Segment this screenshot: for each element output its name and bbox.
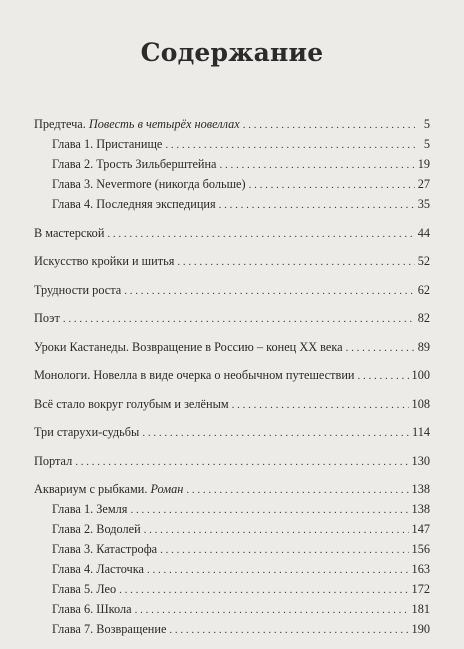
toc-entry-title: Глава 5. Лео [52,582,117,596]
page-number: 82 [417,311,430,325]
toc-entry-title: Поэт [34,311,60,325]
page-number: 108 [411,396,430,411]
toc-group [34,366,430,386]
toc-entry [34,480,430,500]
page-number: 130 [411,453,430,468]
toc-subentry [34,620,430,640]
page-number: 35 [417,197,430,211]
toc-subentry [34,600,430,620]
toc-subentry [34,175,430,195]
toc-entry-title: Глава 3. Nevermore (никогда больше) [52,177,246,191]
toc-group [34,423,430,443]
page-number: 181 [411,602,430,616]
toc-group [34,338,430,358]
dot-leader [243,116,415,135]
toc-entry-title: Всё стало вокруг голубым и зелёным [34,396,229,411]
page-title: Содержание [140,38,324,67]
toc-entry-title: Предтеча. Повесть в четырёх новеллах [34,117,240,131]
toc-entry [34,452,430,472]
page-number: 19 [417,157,430,171]
toc-entry-title: Портал [34,453,73,468]
toc-subentry [34,560,430,580]
toc-entry [34,423,430,443]
toc-subentry [34,520,430,540]
toc-entry [34,395,430,415]
dot-leader [142,424,409,443]
toc-group [34,480,430,640]
toc-entry [34,224,430,244]
toc-entry-title: Аквариум с рыбками. Роман [34,482,184,496]
page-number: 138 [411,482,430,496]
dot-leader [346,339,415,358]
page-number: 89 [417,339,430,354]
toc-group [34,252,430,272]
page-number: 100 [411,368,430,382]
dot-leader [147,561,409,580]
toc-subentry [34,135,430,155]
toc-entry [34,252,430,272]
dot-leader [124,282,414,301]
toc-group [34,395,430,415]
toc-entry-title: Глава 3. Катастрофа [52,542,158,556]
toc-entry-title: Глава 2. Трость Зильберштейна [52,157,217,171]
dot-leader [219,196,415,215]
toc-entry-title: В мастерской [34,225,105,240]
toc-subentry [34,155,430,175]
page-number: 62 [417,282,430,297]
page-number: 44 [417,225,430,240]
toc-subentry [34,580,430,600]
toc-entry [34,366,430,386]
dot-leader [107,225,414,244]
toc-entry [34,281,430,301]
toc-entry-title: Глава 2. Водолей [52,522,141,536]
page-number: 190 [411,622,430,636]
page-number: 163 [411,562,430,576]
dot-leader [130,501,408,520]
dot-leader [63,310,415,329]
dot-leader [119,581,408,600]
toc-entry-title: Глава 4. Последняя экспедиция [52,197,216,211]
dot-leader [357,367,408,386]
dot-leader [75,453,408,472]
toc-entry-genre: Роман [150,482,184,496]
toc-group [34,281,430,301]
page-number: 172 [411,582,430,596]
dot-leader [186,481,408,500]
toc-entry-title: Уроки Кастанеды. Возвращение в Россию – конец XX века [34,339,343,354]
dot-leader [165,136,415,155]
page-number: 156 [411,542,430,556]
toc-group [34,224,430,244]
toc-entry-genre: Повесть в четырёх новеллах [88,117,240,131]
toc-entry-title: Трудности роста [34,282,122,297]
page-number: 5 [423,137,430,151]
toc-subentry [34,500,430,520]
toc-entry-title: Монологи. Новелла в виде очерка о необычном путешествии [34,368,355,382]
page-number: 27 [417,177,430,191]
toc-entry-title: Глава 1. Пристанище [52,137,163,151]
dot-leader [220,156,415,175]
toc-entry-title: Три старухи-судьбы [34,425,140,439]
toc-entry-title: Искусство кройки и шитья [34,254,175,268]
page-number: 5 [423,117,430,131]
page-number: 114 [412,425,430,439]
page-number: 52 [417,254,430,268]
dot-leader [177,253,414,272]
dot-leader [144,521,409,540]
dot-leader [232,396,409,415]
toc-entry-title: Глава 1. Земля [52,502,128,516]
toc-entry-title: Глава 4. Ласточка [52,562,144,576]
toc-subentry [34,195,430,215]
dot-leader [160,541,408,560]
toc-group [34,452,430,472]
dot-leader [135,601,409,620]
toc-subentry [34,540,430,560]
table-of-contents [34,115,430,649]
toc-entry-title: Глава 6. Школа [52,602,132,616]
toc-group [34,115,430,215]
toc-entry [34,338,430,358]
toc-entry-title: Глава 7. Возвращение [52,622,167,636]
page-number: 138 [411,502,430,516]
toc-entry [34,115,430,135]
dot-leader [249,176,415,195]
dot-leader [169,621,408,640]
toc-group [34,309,430,329]
page-number: 147 [411,522,430,536]
toc-entry [34,309,430,329]
